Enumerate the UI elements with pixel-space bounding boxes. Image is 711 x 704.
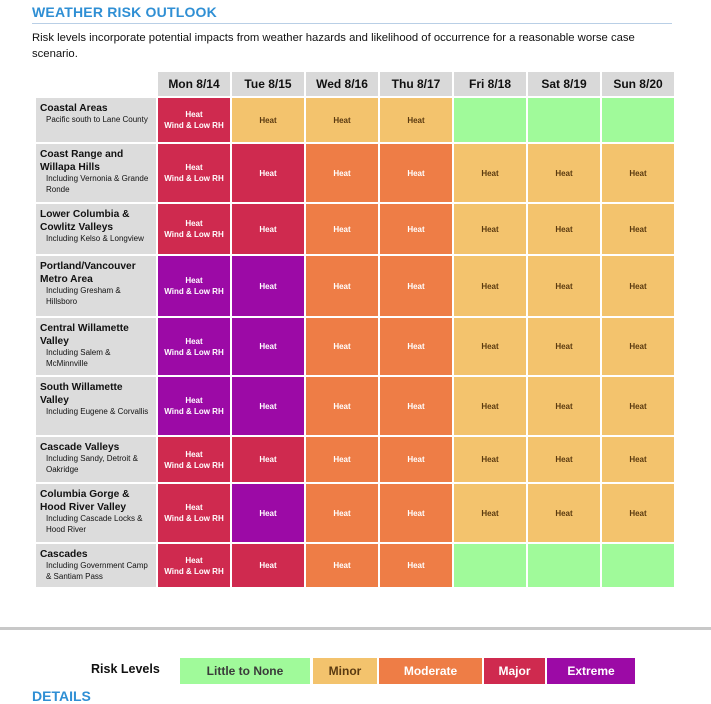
section-divider — [0, 627, 711, 630]
table-row — [36, 98, 674, 142]
hazard-text: Heat — [555, 224, 573, 234]
risk-cell — [306, 98, 378, 142]
risk-cell — [454, 98, 526, 142]
hazard-text: Heat — [333, 508, 351, 518]
risk-cell — [232, 98, 304, 142]
hazard-text: Heat — [333, 455, 351, 464]
day-header: Sat 8/19 — [528, 72, 600, 96]
region-cell — [36, 256, 156, 316]
risk-cell — [306, 318, 378, 375]
legend-moderate: Moderate — [379, 658, 482, 684]
table-row — [36, 144, 674, 202]
table-row — [36, 318, 674, 375]
hazard-text: Heat Wind & Low RH — [164, 219, 224, 239]
region-cell — [36, 437, 156, 482]
region-name: Coast Range and Willapa Hills — [40, 149, 124, 173]
hazard-text: Heat — [333, 224, 351, 234]
region-name: South Willamette Valley — [40, 382, 123, 406]
hazard-text: Heat — [407, 224, 425, 234]
region-name: Cascades — [40, 549, 88, 560]
region-subtitle: Including Eugene & Corvallis — [46, 407, 149, 416]
risk-cell — [306, 377, 378, 435]
hazard-text: Heat — [629, 508, 647, 518]
hazard-text: Heat Wind & Low RH — [164, 396, 224, 416]
risk-cell — [158, 98, 230, 142]
risk-cell — [158, 544, 230, 587]
hazard-text: Heat — [259, 115, 277, 125]
page-title: WEATHER RISK OUTLOOK — [32, 4, 217, 20]
hazard-text: Heat — [333, 115, 351, 125]
risk-cell — [454, 204, 526, 254]
region-cell — [36, 484, 156, 542]
risk-cell — [454, 544, 526, 587]
day-header: Wed 8/16 — [306, 72, 378, 96]
hazard-text: Heat — [629, 168, 647, 178]
region-name: Coastal Areas — [40, 103, 108, 114]
day-header: Tue 8/15 — [232, 72, 304, 96]
day-header: Sun 8/20 — [602, 72, 674, 96]
region-subtitle: Including Gresham & Hillsboro — [46, 286, 121, 306]
hazard-text: Heat — [259, 342, 277, 351]
hazard-text: Heat — [629, 401, 647, 411]
hazard-text: Heat — [407, 281, 425, 291]
hazard-text: Heat — [481, 508, 499, 518]
hazard-text: Heat — [259, 508, 277, 518]
risk-cell — [380, 318, 452, 375]
risk-cell — [380, 377, 452, 435]
risk-cell — [602, 256, 674, 316]
region-subtitle: Including Sandy, Detroit & Oakridge — [46, 454, 138, 474]
hazard-text: Heat — [555, 401, 573, 411]
hazard-text: Heat — [555, 508, 573, 518]
day-header: Thu 8/17 — [380, 72, 452, 96]
risk-cell — [528, 318, 600, 375]
risk-cell — [380, 204, 452, 254]
hazard-text: Heat — [481, 401, 499, 411]
hazard-text: Heat — [629, 281, 647, 291]
hazard-text: Heat — [407, 401, 425, 411]
hazard-text: Heat Wind & Low RH — [164, 503, 224, 523]
risk-cell — [380, 544, 452, 587]
risk-cell — [232, 437, 304, 482]
risk-cell — [380, 98, 452, 142]
risk-cell — [528, 484, 600, 542]
hazard-text: Heat — [555, 168, 573, 178]
region-name: Cascade Valleys — [40, 442, 120, 453]
risk-cell — [158, 377, 230, 435]
hazard-text: Heat — [333, 168, 351, 178]
table-corner — [36, 72, 156, 96]
hazard-text: Heat — [481, 342, 499, 351]
table-header-row — [36, 72, 674, 96]
hazard-text: Heat — [555, 281, 573, 291]
risk-cell — [454, 256, 526, 316]
risk-cell — [380, 437, 452, 482]
table-row — [36, 437, 674, 482]
risk-cell — [158, 484, 230, 542]
table-row — [36, 544, 674, 587]
risk-cell — [602, 544, 674, 587]
hazard-text: Heat — [481, 168, 499, 178]
region-name: Columbia Gorge & Hood River Valley — [40, 489, 130, 513]
region-cell — [36, 377, 156, 435]
risk-cell — [232, 377, 304, 435]
legend-major: Major — [484, 658, 545, 684]
risk-cell — [306, 204, 378, 254]
region-cell — [36, 318, 156, 375]
region-subtitle: Including Salem & McMinnville — [46, 348, 111, 368]
title-divider — [32, 23, 672, 24]
hazard-text: Heat — [333, 561, 351, 570]
hazard-text: Heat — [481, 224, 499, 234]
region-subtitle: Including Government Camp & Santiam Pass — [46, 561, 148, 581]
region-name: Portland/Vancouver Metro Area — [40, 261, 136, 285]
risk-cell — [602, 437, 674, 482]
hazard-text: Heat Wind & Low RH — [164, 276, 224, 296]
hazard-text: Heat — [259, 281, 277, 291]
risk-cell — [232, 544, 304, 587]
region-subtitle: Pacific south to Lane County — [46, 115, 148, 124]
risk-cell — [454, 484, 526, 542]
risk-cell — [528, 204, 600, 254]
risk-cell — [528, 144, 600, 202]
hazard-text: Heat — [555, 342, 573, 351]
risk-cell — [602, 204, 674, 254]
risk-cell — [232, 484, 304, 542]
table-row — [36, 377, 674, 435]
risk-cell — [380, 484, 452, 542]
legend-none: Little to None — [180, 658, 310, 684]
hazard-text: Heat — [629, 455, 647, 464]
risk-cell — [528, 544, 600, 587]
table-row — [36, 204, 674, 254]
legend-title: Risk Levels — [91, 662, 160, 676]
risk-cell — [158, 144, 230, 202]
risk-cell — [528, 98, 600, 142]
hazard-text: Heat — [407, 115, 425, 125]
region-cell — [36, 544, 156, 587]
risk-cell — [158, 318, 230, 375]
legend-minor: Minor — [313, 658, 377, 684]
hazard-text: Heat Wind & Low RH — [164, 555, 224, 576]
hazard-text: Heat — [407, 561, 425, 570]
risk-cell — [158, 437, 230, 482]
risk-cell — [232, 144, 304, 202]
day-header: Fri 8/18 — [454, 72, 526, 96]
day-header: Mon 8/14 — [158, 72, 230, 96]
hazard-text: Heat Wind & Low RH — [164, 336, 224, 357]
risk-cell — [232, 204, 304, 254]
risk-cell — [306, 144, 378, 202]
region-cell — [36, 144, 156, 202]
risk-cell — [232, 256, 304, 316]
risk-cell — [380, 256, 452, 316]
hazard-text: Heat Wind & Low RH — [164, 110, 224, 130]
hazard-text: Heat — [407, 508, 425, 518]
risk-cell — [232, 318, 304, 375]
hazard-text: Heat — [629, 342, 647, 351]
hazard-text: Heat — [259, 168, 277, 178]
hazard-text: Heat — [629, 224, 647, 234]
hazard-text: Heat — [259, 224, 277, 234]
region-name: Lower Columbia & Cowlitz Valleys — [40, 209, 130, 233]
risk-cell — [158, 204, 230, 254]
page-description: Risk levels incorporate potential impacts from weather hazards and likelihood of occurrence for a reasonable worse case scenario. — [32, 32, 635, 60]
region-subtitle: Including Kelso & Longview — [46, 234, 144, 243]
hazard-text: Heat — [333, 281, 351, 291]
table-row — [36, 256, 674, 316]
region-subtitle: Including Cascade Locks & Hood River — [46, 514, 143, 534]
region-cell — [36, 204, 156, 254]
hazard-text: Heat Wind & Low RH — [164, 163, 224, 183]
risk-cell — [306, 437, 378, 482]
hazard-text: Heat — [407, 342, 425, 351]
next-section-heading: DETAILS — [32, 688, 91, 704]
hazard-text: Heat — [481, 281, 499, 291]
hazard-text: Heat — [333, 401, 351, 411]
risk-cell — [602, 144, 674, 202]
risk-cell — [306, 484, 378, 542]
hazard-text: Heat — [407, 455, 425, 464]
risk-cell — [528, 256, 600, 316]
hazard-text: Heat — [259, 401, 277, 411]
region-cell — [36, 98, 156, 142]
risk-cell — [602, 98, 674, 142]
hazard-text: Heat — [555, 455, 573, 464]
hazard-text: Heat — [333, 342, 351, 351]
risk-outlook-table — [34, 70, 676, 589]
risk-cell — [454, 318, 526, 375]
risk-cell — [380, 144, 452, 202]
risk-cell — [158, 256, 230, 316]
risk-cell — [306, 256, 378, 316]
risk-cell — [454, 144, 526, 202]
hazard-text: Heat — [407, 168, 425, 178]
hazard-text: Heat — [259, 561, 277, 570]
risk-cell — [306, 544, 378, 587]
hazard-text: Heat Wind & Low RH — [164, 449, 224, 470]
risk-cell — [602, 377, 674, 435]
risk-cell — [602, 484, 674, 542]
region-subtitle: Including Vernonia & Grande Ronde — [46, 174, 149, 194]
legend-extreme: Extreme — [547, 658, 635, 684]
table-row — [36, 484, 674, 542]
region-name: Central Willamette Valley — [40, 323, 129, 347]
hazard-text: Heat — [259, 455, 277, 464]
risk-cell — [528, 377, 600, 435]
risk-cell — [454, 377, 526, 435]
hazard-text: Heat — [481, 455, 499, 464]
risk-cell — [528, 437, 600, 482]
risk-cell — [602, 318, 674, 375]
risk-cell — [454, 437, 526, 482]
